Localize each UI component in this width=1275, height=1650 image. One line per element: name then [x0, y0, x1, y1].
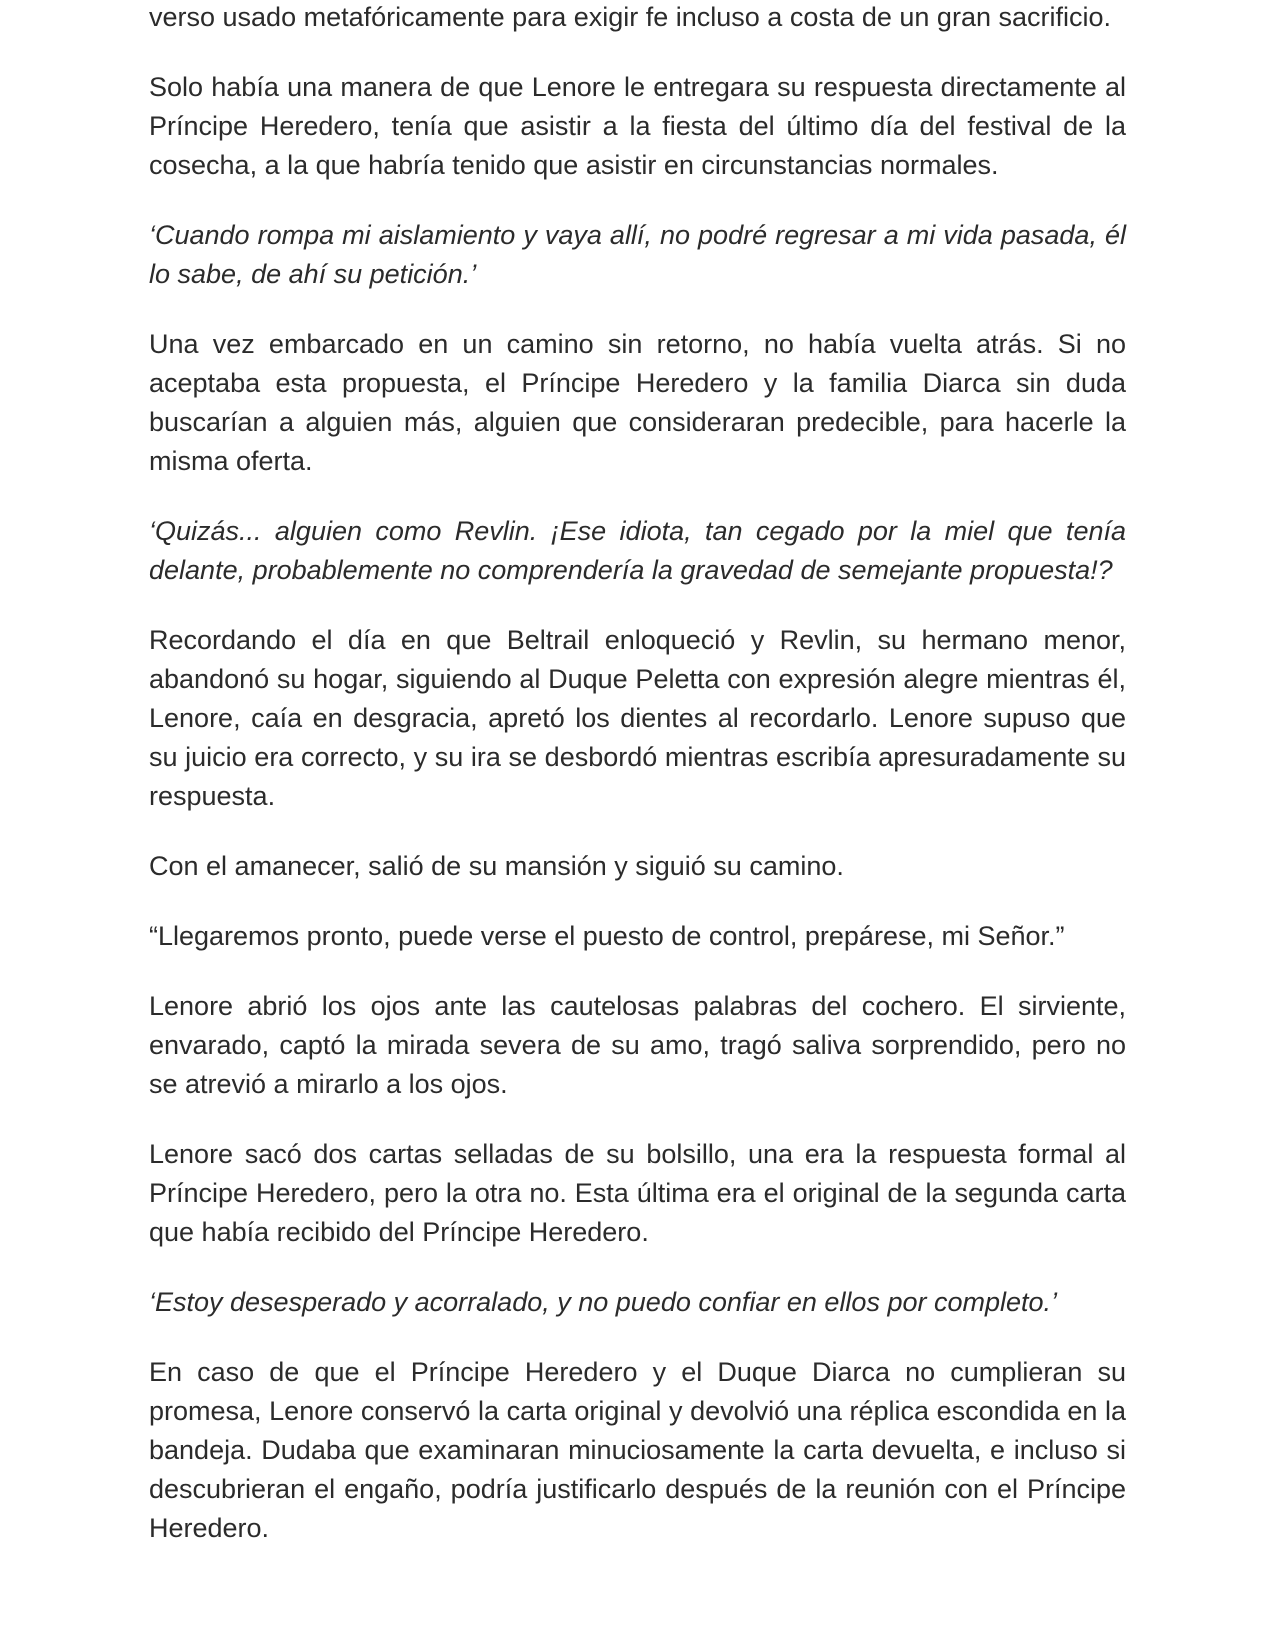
document-page	[149, 0, 1126, 1579]
paragraph-2: Solo había una manera de que Lenore le entregara su respuesta directamente al Príncipe Heredero, tenía que asistir a la fiesta del último día del festival de la cosecha, a la que habría tenido que asistir en circunstancias normales.	[149, 72, 1126, 180]
paragraph-10: Lenore sacó dos cartas selladas de su bolsillo, una era la respuesta formal al Príncipe Heredero, pero la otra no. Esta última era el original de la segunda carta que había recibido del Príncipe Heredero.	[149, 1139, 1126, 1247]
paragraph-8-dialogue: “Llegaremos pronto, puede verse el puesto de control, prepárese, mi Señor.”	[149, 921, 1065, 951]
paragraph-7: Con el amanecer, salió de su mansión y siguió su camino.	[149, 851, 844, 881]
paragraph-9: Lenore abrió los ojos ante las cautelosas palabras del cochero. El sirviente, envarado, captó la mirada severa de su amo, tragó saliva sorprendido, pero no se atrevió a mirarlo a los ojos.	[149, 991, 1126, 1099]
paragraph-1: verso usado metafóricamente para exigir fe incluso a costa de un gran sacrificio.	[149, 2, 1111, 32]
paragraph-4: Una vez embarcado en un camino sin retorno, no había vuelta atrás. Si no aceptaba esta propuesta, el Príncipe Heredero y la familia Diarca sin duda buscarían a alguien más, alguien que consideraran predecible, para hacerle la misma oferta.	[149, 329, 1126, 476]
paragraph-11-thought: ‘Estoy desesperado y acorralado, y no puedo confiar en ellos por completo.’	[149, 1287, 1058, 1317]
paragraph-12: En caso de que el Príncipe Heredero y el Duque Diarca no cumplieran su promesa, Lenore conservó la carta original y devolvió una réplica escondida en la bandeja. Dudaba que examinaran minuciosamente la carta devuelta, e incluso si descubrieran el engaño, podría justificarlo después de la reunión con el Príncipe Heredero.	[149, 1357, 1126, 1543]
paragraph-6: Recordando el día en que Beltrail enloqueció y Revlin, su hermano menor, abandonó su hogar, siguiendo al Duque Peletta con expresión alegre mientras él, Lenore, caía en desgracia, apretó los dientes al recordarlo. Lenore supuso que su juicio era correcto, y su ira se desbordó mientras escribía apresuradamente su respuesta.	[149, 625, 1126, 811]
paragraph-5-thought: ‘Quizás... alguien como Revlin. ¡Ese idiota, tan cegado por la miel que tenía delante, probablemente no comprendería la gravedad de semejante propuesta!?	[149, 516, 1126, 585]
paragraph-3-thought: ‘Cuando rompa mi aislamiento y vaya allí, no podré regresar a mi vida pasada, él lo sabe, de ahí su petición.’	[149, 220, 1126, 289]
